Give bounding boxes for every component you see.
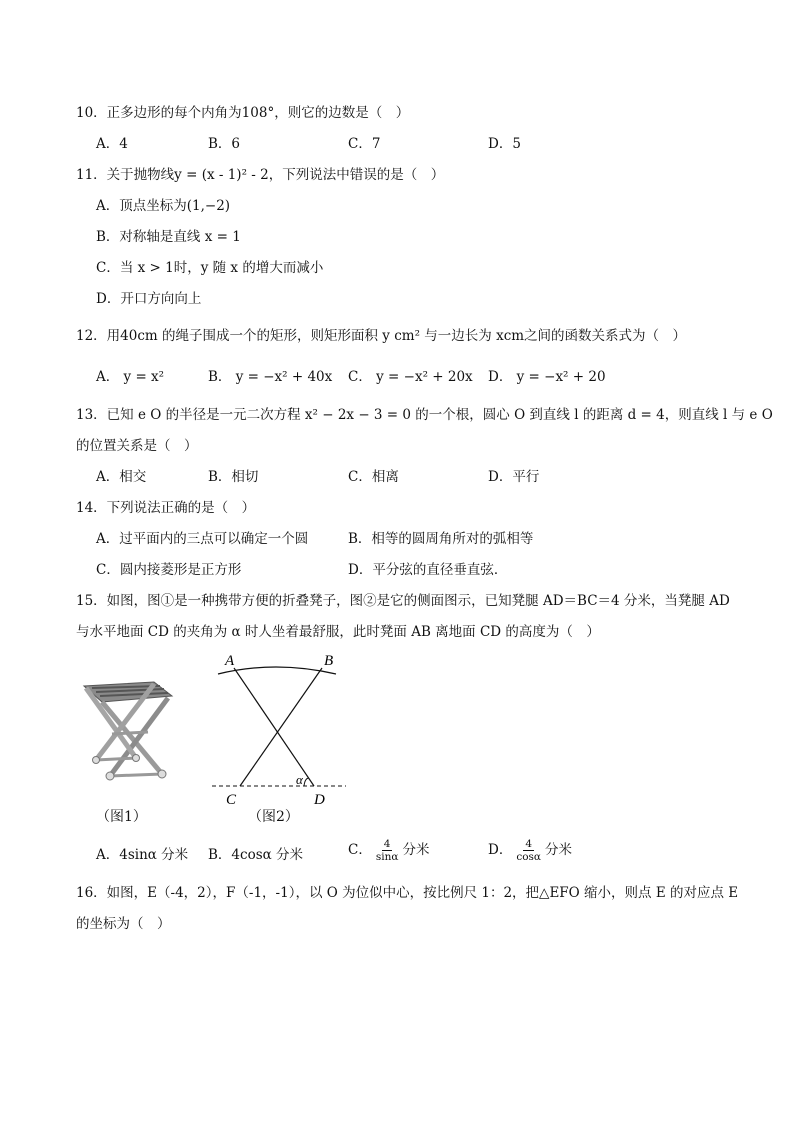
q15-option-d-fraction — [514, 838, 543, 863]
q15-option-a[interactable]: A．4sinα 分米 — [96, 847, 189, 863]
q12-option-b[interactable]: B． y = −x² + 40x — [208, 369, 333, 385]
q14-option-d[interactable]: D．平分弦的直径垂直弦． — [348, 562, 508, 578]
q10-option-a[interactable]: A．4 — [96, 136, 128, 152]
q13-option-c[interactable]: C．相离 — [348, 469, 399, 485]
q15-option-c-suffix: 分米 — [402, 842, 430, 858]
q10-option-c[interactable]: C．7 — [348, 136, 381, 152]
figure-1-label: （图1） — [96, 809, 147, 825]
q13-option-d[interactable]: D．平行 — [488, 469, 540, 485]
q14-stem: 14．下列说法正确的是（ ） — [76, 500, 256, 516]
q15-option-c-fraction — [374, 838, 401, 863]
q11-option-a[interactable]: A．顶点坐标为(1,−2) — [96, 198, 231, 214]
q15-option-b[interactable]: B．4cosα 分米 — [208, 847, 304, 863]
folding-stool-illustration — [72, 676, 182, 788]
q15-option-c[interactable] — [348, 838, 429, 863]
stool-side-view-diagram — [212, 650, 362, 810]
q14-option-a[interactable]: A．过平面内的三点可以确定一个圆 — [96, 531, 309, 547]
q15-option-c-numerator: 4 — [383, 838, 391, 850]
q11-option-b[interactable]: B．对称轴是直线 x = 1 — [96, 229, 241, 245]
q14-option-b[interactable]: B．相等的圆周角所对的弧相等 — [348, 531, 534, 547]
point-c-label: C — [226, 792, 237, 808]
q12-option-c[interactable]: C． y = −x² + 20x — [348, 369, 473, 385]
q15-option-d-denominator: cosα — [516, 851, 542, 863]
q11-stem: 11．关于抛物线y = (x - 1)² - 2，下列说法中错误的是（ ） — [76, 167, 445, 183]
q16-stem-line2: 的坐标为（ ） — [76, 916, 171, 932]
q15-stem-line2: 与水平地面 CD 的夹角为 α 时人坐着最舒服，此时凳面 AB 离地面 CD 的高度为（ ） — [76, 624, 600, 640]
leg-ad — [234, 668, 314, 786]
q15-stem-line1: 15．如图，图①是一种携带方便的折叠凳子，图②是它的侧面图示，已知凳腿 AD＝BC＝4 分米，当凳腿 AD — [76, 593, 730, 609]
point-a-label: A — [225, 653, 235, 669]
q13-stem-line1: 13．已知 e O 的半径是一元二次方程 x² − 2x − 3 = 0 的一个根，圆心 O 到直线 l 的距离 d = 4，则直线 l 与 e O — [76, 407, 773, 423]
q15-option-d-prefix: D． — [488, 842, 513, 858]
q10-option-b[interactable]: B．6 — [208, 136, 241, 152]
q15-option-c-prefix: C． — [348, 842, 372, 858]
q16-stem-line1: 16．如图，E（-4，2），F（-1，-1），以 O 为位似中心，按比例尺 1：2，把△EFO 缩小，则点 E 的对应点 E — [76, 885, 739, 901]
q15-option-d[interactable] — [488, 838, 572, 863]
q10-stem: 10．正多边形的每个内角为108°，则它的边数是（ ） — [76, 105, 410, 121]
q10-option-d[interactable]: D．5 — [488, 136, 521, 152]
q15-option-d-numerator: 4 — [525, 838, 533, 850]
q15-option-d-suffix: 分米 — [545, 842, 573, 858]
q13-option-b[interactable]: B．相切 — [208, 469, 259, 485]
q12-option-a[interactable]: A． y = x² — [96, 369, 165, 385]
leg-bc — [240, 668, 322, 786]
q13-option-a[interactable]: A．相交 — [96, 469, 147, 485]
q11-option-c[interactable]: C．当 x > 1时，y 随 x 的增大而减小 — [96, 260, 324, 276]
q13-stem-line2: 的位置关系是（ ） — [76, 438, 198, 454]
q12-option-d[interactable]: D． y = −x² + 20 — [488, 369, 606, 385]
q14-option-c[interactable]: C．圆内接菱形是正方形 — [96, 562, 242, 578]
angle-alpha-label: α — [296, 772, 303, 787]
point-d-label: D — [314, 792, 325, 808]
point-b-label: B — [324, 653, 334, 669]
q15-option-c-denominator: sinα — [375, 851, 399, 863]
q12-stem: 12．用40cm 的绳子围成一个的矩形，则矩形面积 y cm² 与一边长为 xcm之间的函数关系式为（ ） — [76, 328, 687, 344]
q11-option-d[interactable]: D．开口方向向上 — [96, 291, 202, 307]
figure-2-label: （图2） — [248, 809, 299, 825]
